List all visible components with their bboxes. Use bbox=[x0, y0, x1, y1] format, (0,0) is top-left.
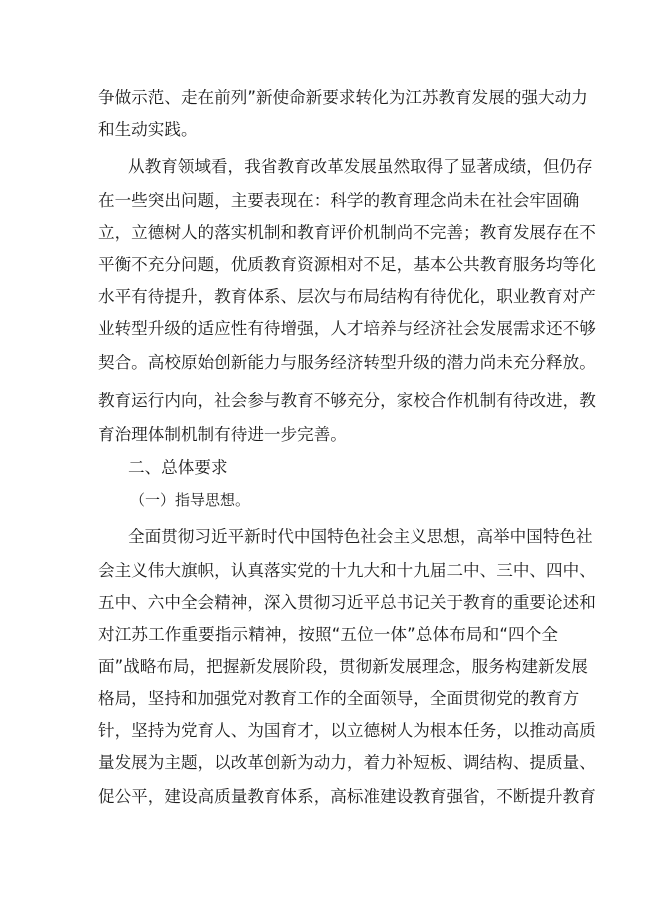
paragraph-line: 促公平，建设高质量教育体系，高标准建设教育强省，不断提升教育 bbox=[98, 787, 596, 806]
paragraph-line: 和生动实践。 bbox=[98, 120, 198, 139]
paragraph-line: 水平有待提升，教育体系、层次与布局结构有待优化，职业教育对产 bbox=[98, 287, 596, 306]
paragraph-line: 面”战略布局，把握新发展阶段，贯彻新发展理念，服务构建新发展 bbox=[98, 657, 588, 676]
paragraph-line: 业转型升级的适应性有待增强，人才培养与经济社会发展需求还不够 bbox=[98, 319, 596, 338]
paragraph-line: 全面贯彻习近平新时代中国特色社会主义思想，高举中国特色社 bbox=[128, 527, 593, 546]
paragraph-line: 五中、六中全会精神，深入贯彻习近平总书记关于教育的重要论述和 bbox=[98, 593, 596, 612]
subsection-heading: （一）指导思想。 bbox=[130, 491, 251, 509]
paragraph-line: 会主义伟大旗帜，认真落实党的十九大和十九届二中、三中、四中、 bbox=[98, 561, 596, 580]
paragraph-line: 在一些突出问题，主要表现在：科学的教育理念尚未在社会牢固确 bbox=[98, 191, 580, 210]
section-heading: 二、总体要求 bbox=[128, 458, 228, 477]
paragraph-line: 量发展为主题，以改革创新为动力，着力补短板、调结构、提质量、 bbox=[98, 753, 596, 772]
paragraph-line: 契合。高校原始创新能力与服务经济转型升级的潜力尚未充分释放。 bbox=[98, 353, 596, 372]
paragraph-line: 平衡不充分问题，优质教育资源相对不足，基本公共教育服务均等化 bbox=[98, 255, 596, 274]
paragraph-line: 从教育领域看，我省教育改革发展虽然取得了显著成绩，但仍存 bbox=[128, 157, 593, 176]
paragraph-line: 立，立德树人的落实机制和教育评价机制尚不完善；教育发展存在不 bbox=[98, 223, 596, 242]
paragraph-line: 教育运行内向，社会参与教育不够充分，家校合作机制有待改进，教 bbox=[98, 391, 596, 410]
paragraph-line: 育治理体制机制有待进一步完善。 bbox=[98, 425, 347, 444]
paragraph-line: 格局，坚持和加强党对教育工作的全面领导，全面贯彻党的教育方 bbox=[98, 689, 580, 708]
paragraph-line: 争做示范、走在前列”新使命新要求转化为江苏教育发展的强大动力 bbox=[98, 88, 588, 107]
paragraph-line: 针，坚持为党育人、为国育才，以立德树人为根本任务，以推动高质 bbox=[98, 721, 596, 740]
paragraph-line: 对江苏工作重要指示精神，按照“五位一体”总体布局和“四个全 bbox=[98, 625, 558, 644]
